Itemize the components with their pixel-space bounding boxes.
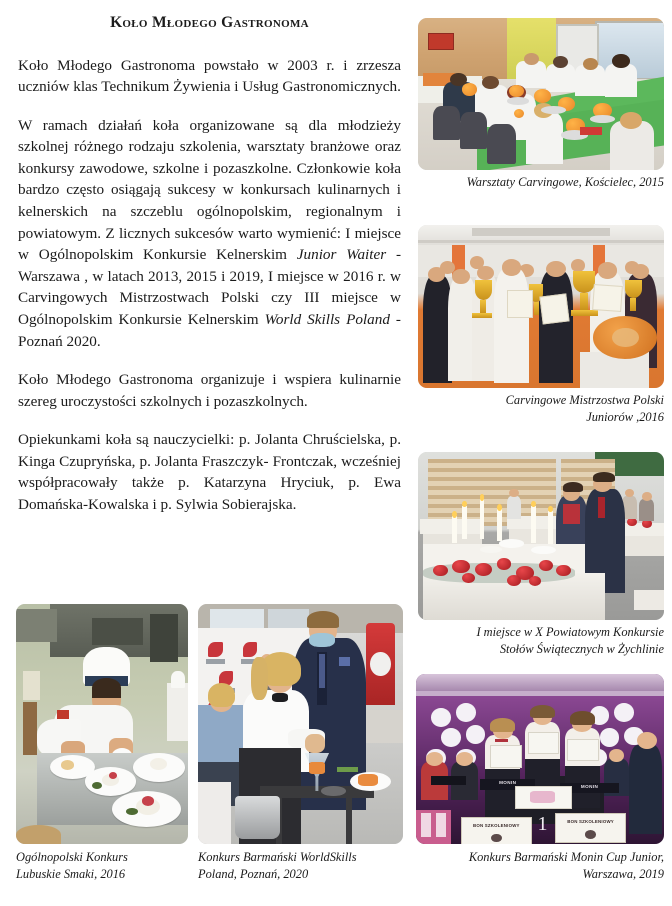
paragraph-activities-part3: - Poznań 2020. — [18, 310, 401, 350]
caption-lubuskie-smaki-line-2: Lubuskie Smaki, 2016 — [16, 866, 126, 881]
bon-certificate-right — [555, 813, 626, 842]
caption-worldskills-barman-line-1: Konkurs Barmański WorldSkills — [198, 850, 357, 864]
photo-monin-cup-junior-scene — [416, 674, 664, 844]
caption-carving-workshop-line-1: Warsztaty Carvingowe, Kościelec, 2015 — [466, 175, 664, 189]
caption-worldskills-barman-line-2: Poland, Poznań, 2020 — [198, 866, 309, 881]
caption-lubuskie-smaki — [16, 849, 192, 882]
caption-christmas-tables-line-2: Stołów Świątecznych w Żychlinie — [499, 641, 664, 656]
caption-carving-championship-line-2: Juniorów ,2016 — [586, 409, 664, 424]
paragraph-activities-part2: - Warszawa , w latach 2013, 2015 i 2019, I miejsce w 2016 r. w Carvingowych Mistrzostwach Polski czy III miejsce w Ogólnopolskim Konkursie Kelnerskim — [18, 246, 402, 328]
monin-banner-left-text: MONIN — [499, 780, 517, 786]
paragraph-activities — [18, 115, 401, 352]
photo-monin-cup-junior — [416, 674, 664, 844]
caption-carving-championship-line-1: Carvingowe Mistrzostwa Polski — [505, 393, 664, 407]
photo-worldskills-barman-scene — [198, 604, 403, 844]
photo-carving-championship-scene — [418, 225, 664, 388]
photo-christmas-tables — [418, 452, 664, 620]
caption-worldskills-barman — [198, 849, 403, 882]
photo-carving-workshop — [418, 18, 664, 170]
paragraph-activities-part1: W ramach działań koła organizowane są dla młodzieży szkolnej różnego rodzaju szkolenia, warsztaty branżowe oraz konkursy zawodowe, szkolne i pozaszkolne. Członkowie koła bardzo często osiągają sukcesy w konkursach kulinarnych i kelnerskich na szczeblu ogólnopolskim, regionalnym i powiatowym. Z licznych sukcesów warto wymienić: I miejsce w Ogólnopolskim Konkursie Kelnerskim — [18, 116, 401, 264]
caption-christmas-tables — [418, 624, 664, 657]
competition-name-world-skills-poland: World Skills Poland — [264, 310, 390, 328]
page-title: Koło Młodego Gastronoma — [110, 14, 309, 31]
caption-monin-cup-junior-line-1: Konkurs Barmański Monin Cup Junior, — [468, 850, 664, 864]
caption-carving-championship — [418, 392, 664, 425]
photo-christmas-tables-scene — [418, 452, 664, 620]
photo-carving-championship — [418, 225, 664, 388]
caption-carving-workshop — [418, 174, 664, 191]
bon-certificate-left-text: BON SZKOLENIOWY — [473, 822, 520, 828]
photo-worldskills-barman — [198, 604, 403, 844]
caption-christmas-tables-line-1: I miejsce w X Powiatowym Konkursie — [476, 625, 664, 639]
caption-monin-cup-junior-line-2: Warszawa, 2019 — [582, 866, 664, 881]
photo-lubuskie-smaki-scene — [16, 604, 188, 844]
photo-carving-workshop-scene — [418, 18, 664, 170]
monin-banner-right-text: MONIN — [580, 783, 599, 789]
paragraph-supervisors: Opiekunkami koła są nauczycielki: p. Jolanta Chruścielska, p. Kinga Czupryńska, p. Jolanta Fraszczyk- Frontczak, wcześniej współpracowały także p. Katarzyna Hryciuk, p. Ewa Domańska-Kowalska i p. Sylwia Sobierajska. — [18, 431, 401, 513]
caption-lubuskie-smaki-line-1: Ogólnopolski Konkurs — [16, 850, 128, 864]
article-text-column — [18, 14, 401, 533]
bon-certificate-left — [461, 817, 532, 844]
podium-number-one: 1 — [537, 813, 548, 835]
caption-monin-cup-junior — [416, 849, 664, 882]
bon-certificate-right-text: BON SZKOLENIOWY — [567, 819, 614, 825]
paragraph-celebrations: Koło Młodego Gastronoma organizuje i wspiera kulinarnie szereg uroczystości szkolnych i pozaszkolnych. — [18, 371, 401, 410]
photo-lubuskie-smaki — [16, 604, 188, 844]
paragraph-intro: Koło Młodego Gastronoma powstało w 2003 r. i zrzesza uczniów klas Technikum Żywienia i Usług Gastronomicznych. — [18, 56, 401, 96]
competition-name-junior-waiter: Junior Waiter — [296, 246, 387, 264]
